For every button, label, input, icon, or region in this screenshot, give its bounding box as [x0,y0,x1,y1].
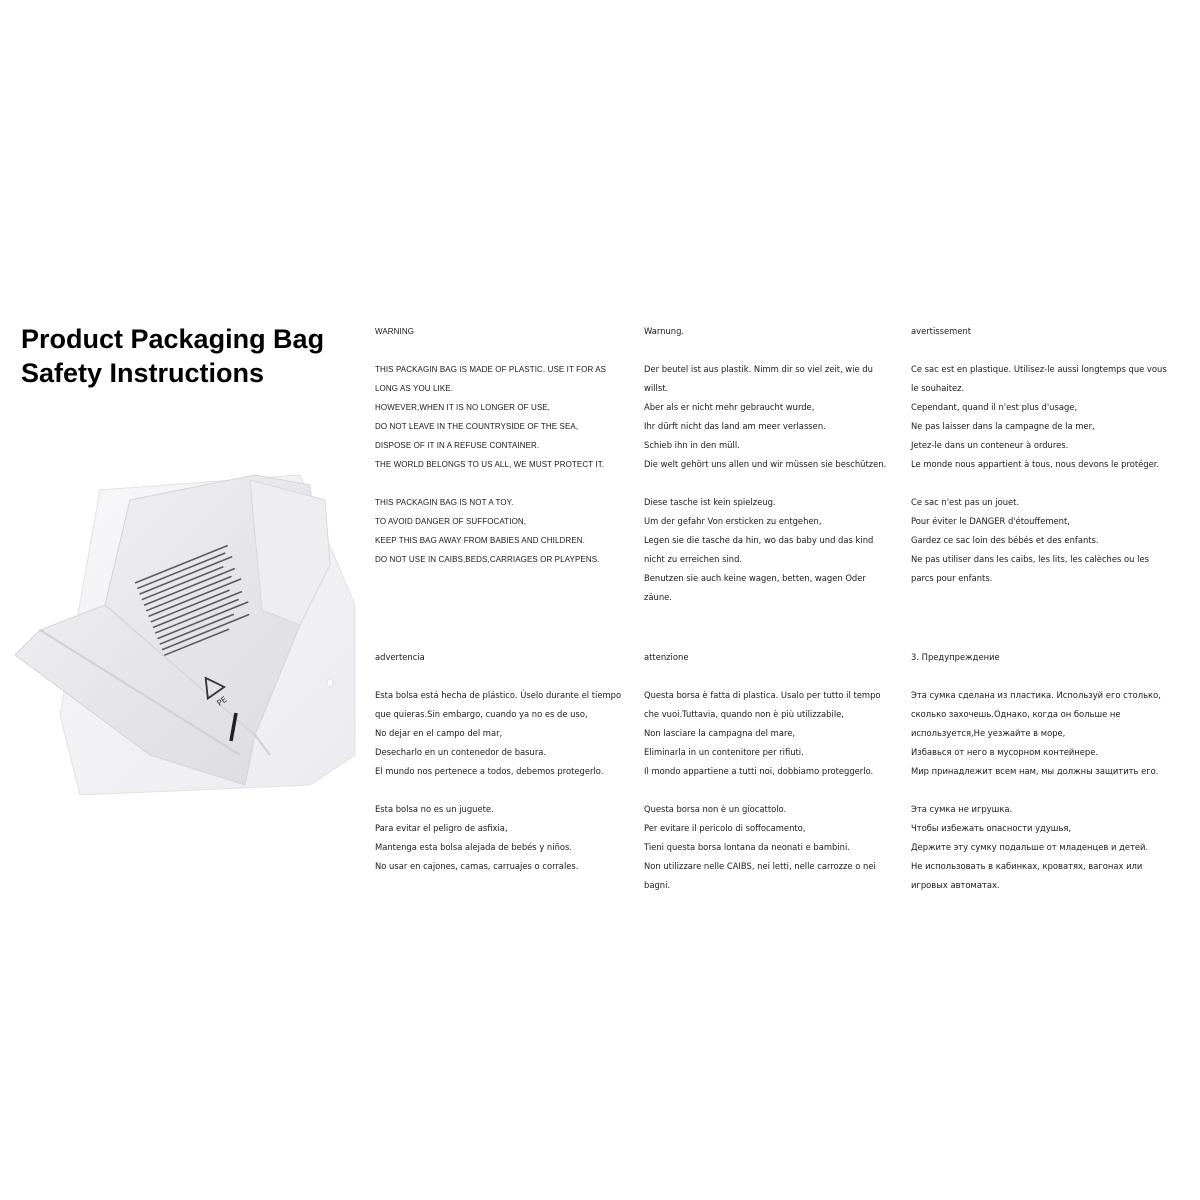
warning-block-french [911,322,1171,607]
block-line: Questa borsa è fatta di plastica. Usalo per tutto il tempo che vuoi.Tuttavia, quando non è più utilizzabile, [644,690,881,719]
warning-block-italian [644,648,898,914]
block-line: Schieb ihn in den müll. [644,440,740,450]
block-line: Не использовать в кабинках, кроватях, вагонах или игровых автоматах. [911,861,1143,890]
warning-block-german [644,322,892,626]
block-line: Non utilizzare nelle CAIBS, nei letti, nelle carrozze o nei bagni. [644,861,876,890]
block-line: Cependant, quand il n'est plus d'usage, [911,402,1078,412]
block-line: Ne pas utiliser dans les caibs, les lits, les calèches ou les parcs pour enfants. [911,554,1149,583]
recycle-code-label: PE [215,694,229,708]
block-line: DO NOT USE IN CAIBS,BEDS,CARRIAGES OR PLAYPENS. [375,555,600,564]
block-line: Jetez-le dans un conteneur à ordures. [911,440,1069,450]
block-heading: 3. Предупреждение [911,652,1000,662]
block-line: THE WORLD BELONGS TO US ALL, WE MUST PROTECT IT. [375,460,605,469]
block-line: Esta bolsa no es un juguete. [375,804,494,814]
block-line: HOWEVER,WHEN IT IS NO LONGER OF USE, [375,403,551,412]
block-line: Ne pas laisser dans la campagne de la mer, [911,421,1095,431]
block-heading: advertencia [375,652,425,662]
block-line: Non lasciare la campagna del mare, [644,728,796,738]
block-line: Per evitare il pericolo di soffocamento, [644,823,806,833]
plastic-bag-illustration [0,455,360,795]
block-line: No dejar en el campo del mar, [375,728,503,738]
block-line: Mantenga esta bolsa alejada de bebés y niños. [375,842,573,852]
block-line: Esta bolsa está hecha de plástico. Úselo durante el tiempo que quieras.Sin embargo, cuando ya no es de uso, [375,690,622,719]
block-line: Desecharlo en un contenedor de basura. [375,747,547,757]
block-line: Pour éviter le DANGER d'étouffement, [911,516,1070,526]
block-line: Le monde nous appartient à tous, nous devons le protéger. [911,459,1160,469]
block-line: El mundo nos pertenece a todos, debemos protegerlo. [375,766,604,776]
block-line: Diese tasche ist kein spielzeug. [644,497,776,507]
block-line: DISPOSE OF IT IN A REFUSE CONTAINER. [375,441,540,450]
block-line: Избавься от него в мусорном контейнере. [911,747,1099,757]
block-line: Эта сумка сделана из пластика. Используй его столько, сколько захочешь.Однако, когда он больше не используется,Не уезжайте в море, [911,690,1161,738]
page-title [21,322,361,390]
block-line: Legen sie die tasche da hin, wo das baby und das kind nicht zu erreichen sind. [644,535,874,564]
block-line: Держите эту сумку подальше от младенцев и детей. [911,842,1149,852]
warning-block-spanish [375,648,631,895]
block-line: Чтобы избежать опасности удушья, [911,823,1072,833]
block-line: Um der gefahr Von ersticken zu entgehen, [644,516,822,526]
block-line: THIS PACKAGIN BAG IS NOT A TOY. [375,498,514,507]
block-heading: attenzione [644,652,689,662]
block-heading: Warnung. [644,326,685,336]
block-line: Мир принадлежит всем нам, мы должны защитить его. [911,766,1159,776]
block-line: Benutzen sie auch keine wagen, betten, wagen Oder zäune. [644,573,866,602]
title-line-2: Safety Instructions [21,358,265,388]
block-line: Ce sac est en plastique. Utilisez-le aussi longtemps que vous le souhaitez. [911,364,1167,393]
block-line: Die welt gehört uns allen und wir müssen sie beschützen. [644,459,887,469]
warning-block-english [375,322,631,588]
block-line: Gardez ce sac loin des bébés et des enfants. [911,535,1099,545]
block-line: TO AVOID DANGER OF SUFFOCATION, [375,517,527,526]
block-line: THIS PACKAGIN BAG IS MADE OF PLASTIC. USE IT FOR AS LONG AS YOU LIKE. [375,365,607,393]
block-line: Eliminarla in un contenitore per rifiuti. [644,747,804,757]
block-line: Il mondo appartiene a tutti noi, dobbiamo proteggerlo. [644,766,874,776]
block-line: Ce sac n'est pas un jouet. [911,497,1020,507]
block-line: Questa borsa non è un giocattolo. [644,804,787,814]
block-line: DO NOT LEAVE IN THE COUNTRYSIDE OF THE SEA, [375,422,579,431]
block-heading: avertissement [911,326,972,336]
title-line-1: Product Packaging Bag [21,324,325,354]
block-line: No usar en cajones, camas, carruajes o corrales. [375,861,579,871]
block-line: Эта сумка не игрушка. [911,804,1013,814]
block-heading: WARNING [375,327,415,336]
block-line: Ihr dürft nicht das land am meer verlassen. [644,421,826,431]
block-line: Para evitar el peligro de asfixia, [375,823,508,833]
block-line: Der beutel ist aus plastik. Nimm dir so viel zeit, wie du willst. [644,364,873,393]
block-line: Aber als er nicht mehr gebraucht wurde, [644,402,815,412]
block-line: KEEP THIS BAG AWAY FROM BABIES AND CHILDREN. [375,536,585,545]
block-line: Tieni questa borsa lontana da neonati e bambini. [644,842,850,852]
warning-block-russian [911,648,1173,914]
